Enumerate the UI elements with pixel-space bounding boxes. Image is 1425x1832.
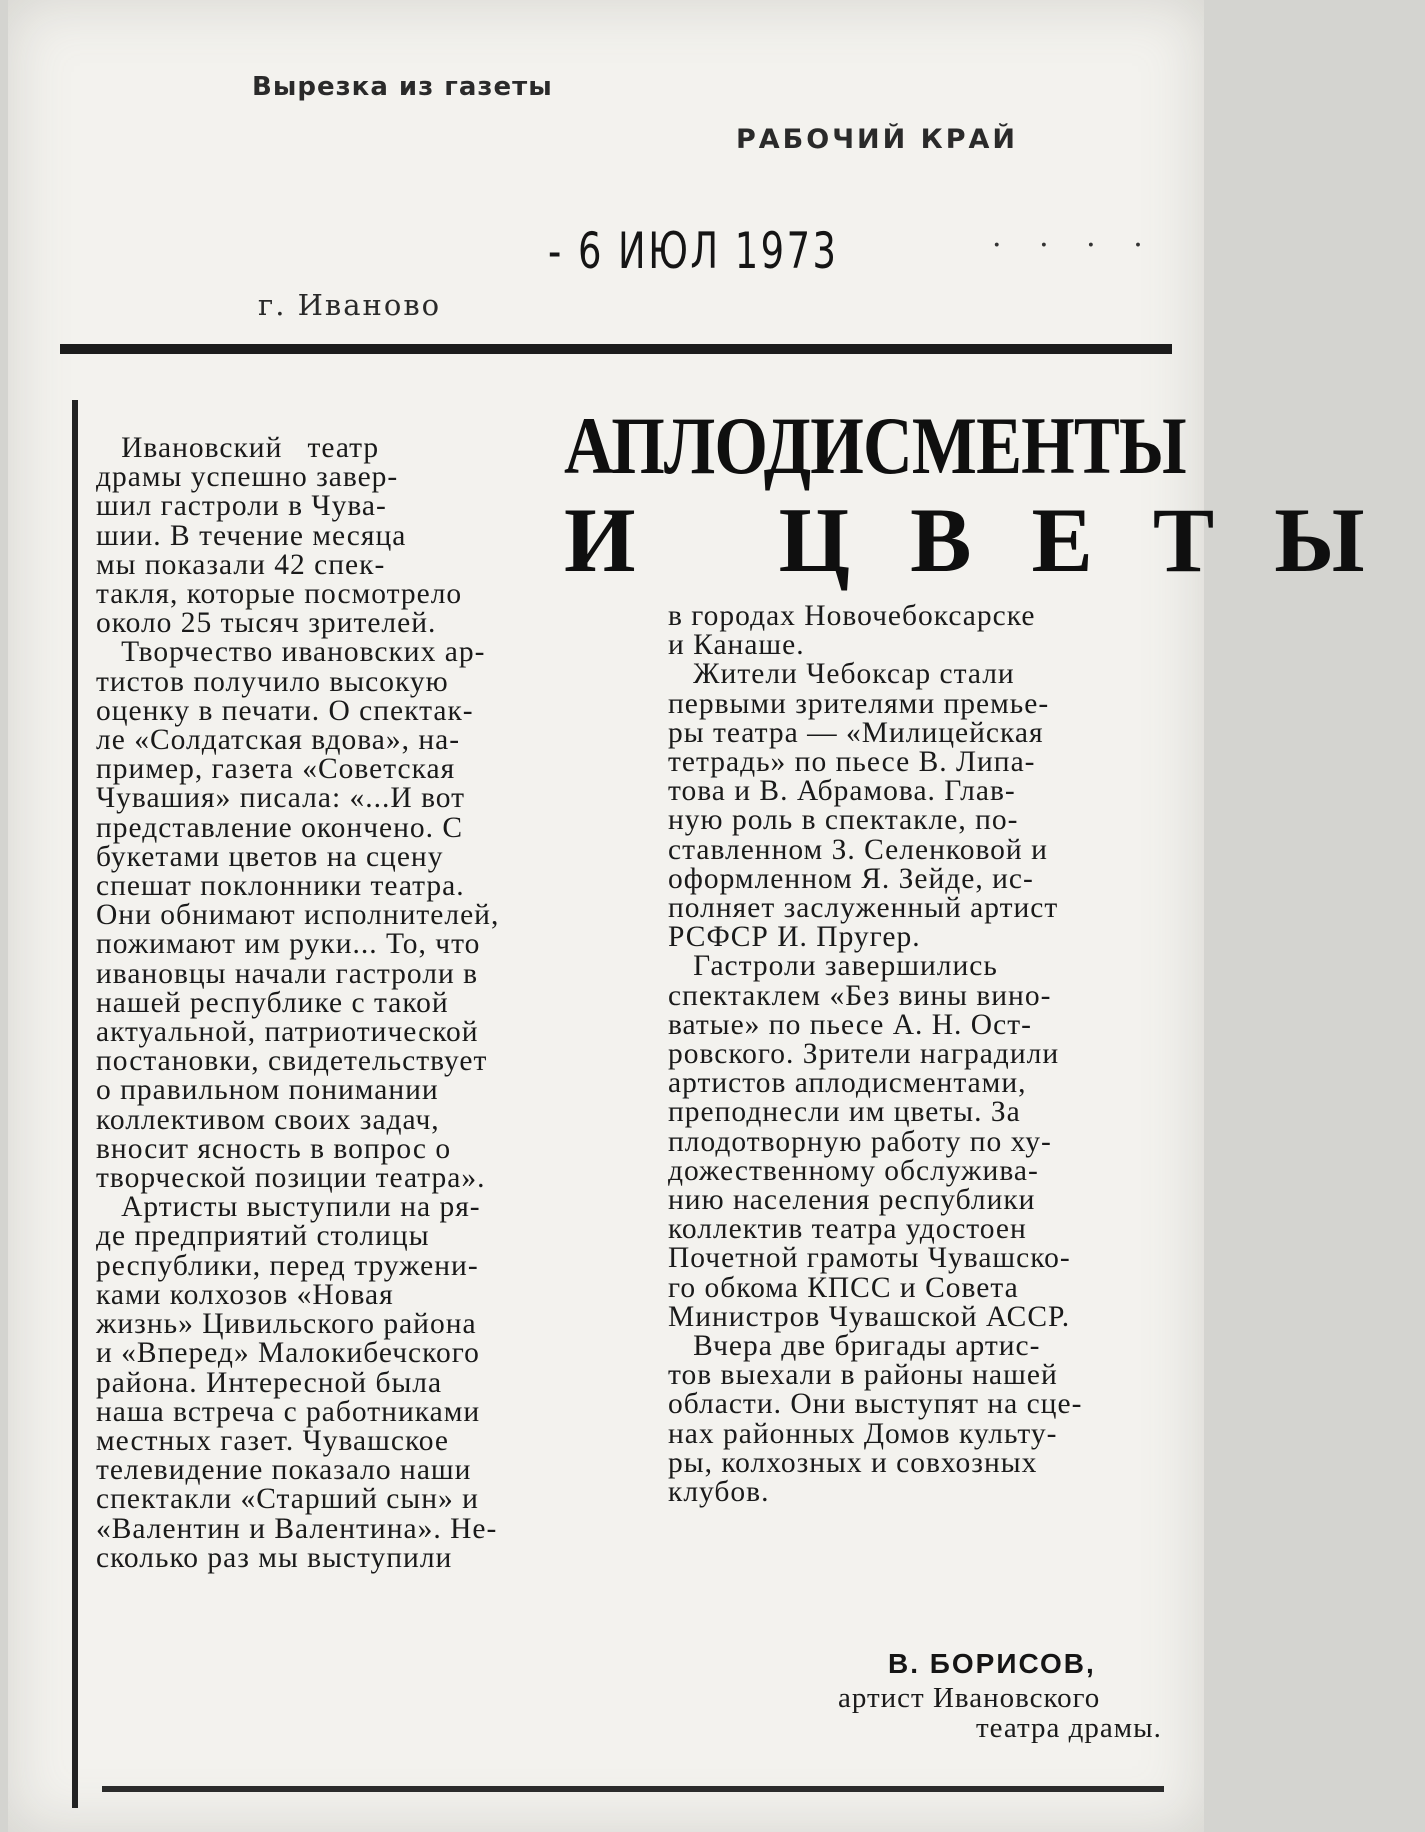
article-text-line: ровского. Зрители наградили [668, 1038, 1060, 1071]
article-text-line: Ивановский театр [96, 432, 380, 464]
article-text-line: пожимают им руки... То, что [96, 928, 481, 961]
article-text-line: коллектив театра удостоен [668, 1213, 1027, 1246]
article-text-line: плодотворную работу по ху- [668, 1125, 1052, 1158]
article-text-line: тов выехали в районы нашей [668, 1359, 1058, 1392]
article-text-line: Министров Чувашской АССР. [668, 1300, 1071, 1333]
left-rule-divider [72, 400, 78, 1808]
author-role-line-2: театра драмы. [976, 1712, 1162, 1744]
article-text-line: нашей республике с такой [96, 986, 449, 1019]
headline-line-1: АПЛОДИСМЕНТЫ [564, 400, 1186, 491]
article-text-line: тистов получило высокую [96, 665, 449, 698]
article-text-line: ную роль в спектакле, по- [668, 804, 1019, 837]
article-text-line: в городах Новочебоксарске [668, 600, 1036, 632]
headline-line-2: И ЦВЕТЫ [564, 489, 1425, 591]
author-name: В. БОРИСОВ, [888, 1648, 1096, 1679]
article-text-line: первыми зрителями премье- [668, 687, 1050, 720]
article-text-line: Вчера две бригады артис- [668, 1330, 1041, 1363]
article-text-line: «Валентин и Валентина». Не- [96, 1512, 498, 1545]
article-text-line: букетами цветов на сцену [96, 840, 444, 873]
article-text-line: оформленном Я. Зейде, ис- [668, 862, 1034, 895]
article-text-line: республики, перед тружени- [96, 1249, 479, 1282]
article-text-line: вносит ясность в вопрос о [96, 1132, 452, 1165]
article-text-line: артистов аплодисментами, [668, 1067, 1027, 1100]
article-text-line: драмы успешно завер- [96, 461, 399, 494]
article-text-line: Они обнимают исполнителей, [96, 899, 500, 932]
article-text-line: пример, газета «Советская [96, 753, 456, 786]
article-text-line: Чувашия» писала: «...И вот [96, 782, 466, 815]
top-rule-divider [60, 344, 1172, 354]
article-text-line: телевидение показало наши [96, 1454, 472, 1487]
article-text-line: Артисты выступили на ря- [96, 1191, 481, 1224]
article-text-line: о правильном понимании [96, 1074, 439, 1107]
article-text-line: ватые» по пьесе А. Н. Ост- [668, 1008, 1032, 1041]
article-left-column [96, 434, 616, 1573]
article-text-line: местных газет. Чувашское [96, 1424, 449, 1457]
article-text-line: около 25 тысяч зрителей. [96, 607, 437, 640]
article-right-column [668, 602, 1188, 1507]
article-text-line: ками колхозов «Новая [96, 1278, 394, 1311]
article-text-line: оценку в печати. О спектак- [96, 694, 474, 727]
article-text-line: шил гастроли в Чува- [96, 490, 387, 523]
article-text-line: Почетной грамоты Чувашско- [668, 1242, 1071, 1275]
article-text-line: ставленном З. Селенковой и [668, 833, 1048, 866]
article-text-line: и «Вперед» Малокибечского [96, 1337, 480, 1370]
article-text-line: такля, которые посмотрело [96, 578, 463, 611]
article-text-line: спешат поклонники театра. [96, 870, 465, 903]
article-text-line: го обкома КПСС и Совета [668, 1271, 1019, 1304]
article-text-line: дожественному обслужива- [668, 1154, 1039, 1187]
article-text-line: спектаклем «Без вины вино- [668, 979, 1052, 1012]
stamp-dots: · · · · [992, 228, 1157, 263]
article-text-line: шии. В течение месяца [96, 519, 407, 552]
article-text-line: това и В. Абрамова. Глав- [668, 775, 1016, 808]
bottom-rule-divider [102, 1786, 1164, 1792]
article-text-line: спектакли «Старший сын» и [96, 1483, 479, 1516]
article-text-line: творческой позиции театра». [96, 1162, 486, 1195]
article-text-line: области. Они выступят на сце- [668, 1388, 1083, 1421]
article-text-line: ивановцы начали гастроли в [96, 957, 479, 990]
publication-date: - 6 ИЮЛ 1973 [548, 222, 839, 280]
author-role-line-1: артист Ивановского [838, 1682, 1101, 1714]
article-text-line: ры, колхозных и совхозных [668, 1446, 1038, 1479]
article-text-line: нию населения республики [668, 1184, 1036, 1217]
article-text-line: коллективом своих задач, [96, 1103, 440, 1136]
article-headline [564, 400, 1425, 591]
article-text-line: представление окончено. С [96, 811, 464, 844]
article-text-line: района. Интересной была [96, 1366, 443, 1399]
article-text-line: тетрадь» по пьесе В. Липа- [668, 746, 1036, 779]
newspaper-city: г. Иваново [258, 288, 442, 322]
article-text-line: ле «Солдатская вдова», на- [96, 724, 461, 757]
article-text-line: РСФСР И. Пругер. [668, 921, 921, 954]
newspaper-name: РАБОЧИЙ КРАЙ [736, 124, 1018, 155]
article-text-line: преподнесли им цветы. За [668, 1096, 1021, 1129]
article-text-line: нах районных Домов культу- [668, 1417, 1058, 1450]
article-text-line: жизнь» Цивильского района [96, 1308, 477, 1341]
article-text-line: полняет заслуженный артист [668, 892, 1059, 925]
article-text-line: Жители Чебоксар стали [668, 658, 1015, 691]
article-text-line: Творчество ивановских ар- [96, 636, 486, 669]
clipping-stamp-label: Вырезка из газеты [252, 72, 553, 102]
article-text-line: клубов. [668, 1476, 770, 1509]
article-text-line: постановки, свидетельствует [96, 1045, 488, 1078]
article-text-line: ры театра — «Милицейская [668, 716, 1044, 749]
article-text-line: Гастроли завершились [668, 950, 998, 983]
article-text-line: наша встреча с работниками [96, 1395, 481, 1428]
article-text-line: и Канаше. [668, 629, 805, 662]
article-text-line: актуальной, патриотической [96, 1016, 479, 1049]
article-text-line: сколько раз мы выступили [96, 1541, 453, 1574]
article-text-line: мы показали 42 спек- [96, 548, 386, 581]
clipping-sheet [8, 0, 1425, 1832]
article-text-line: де предприятий столицы [96, 1220, 430, 1253]
